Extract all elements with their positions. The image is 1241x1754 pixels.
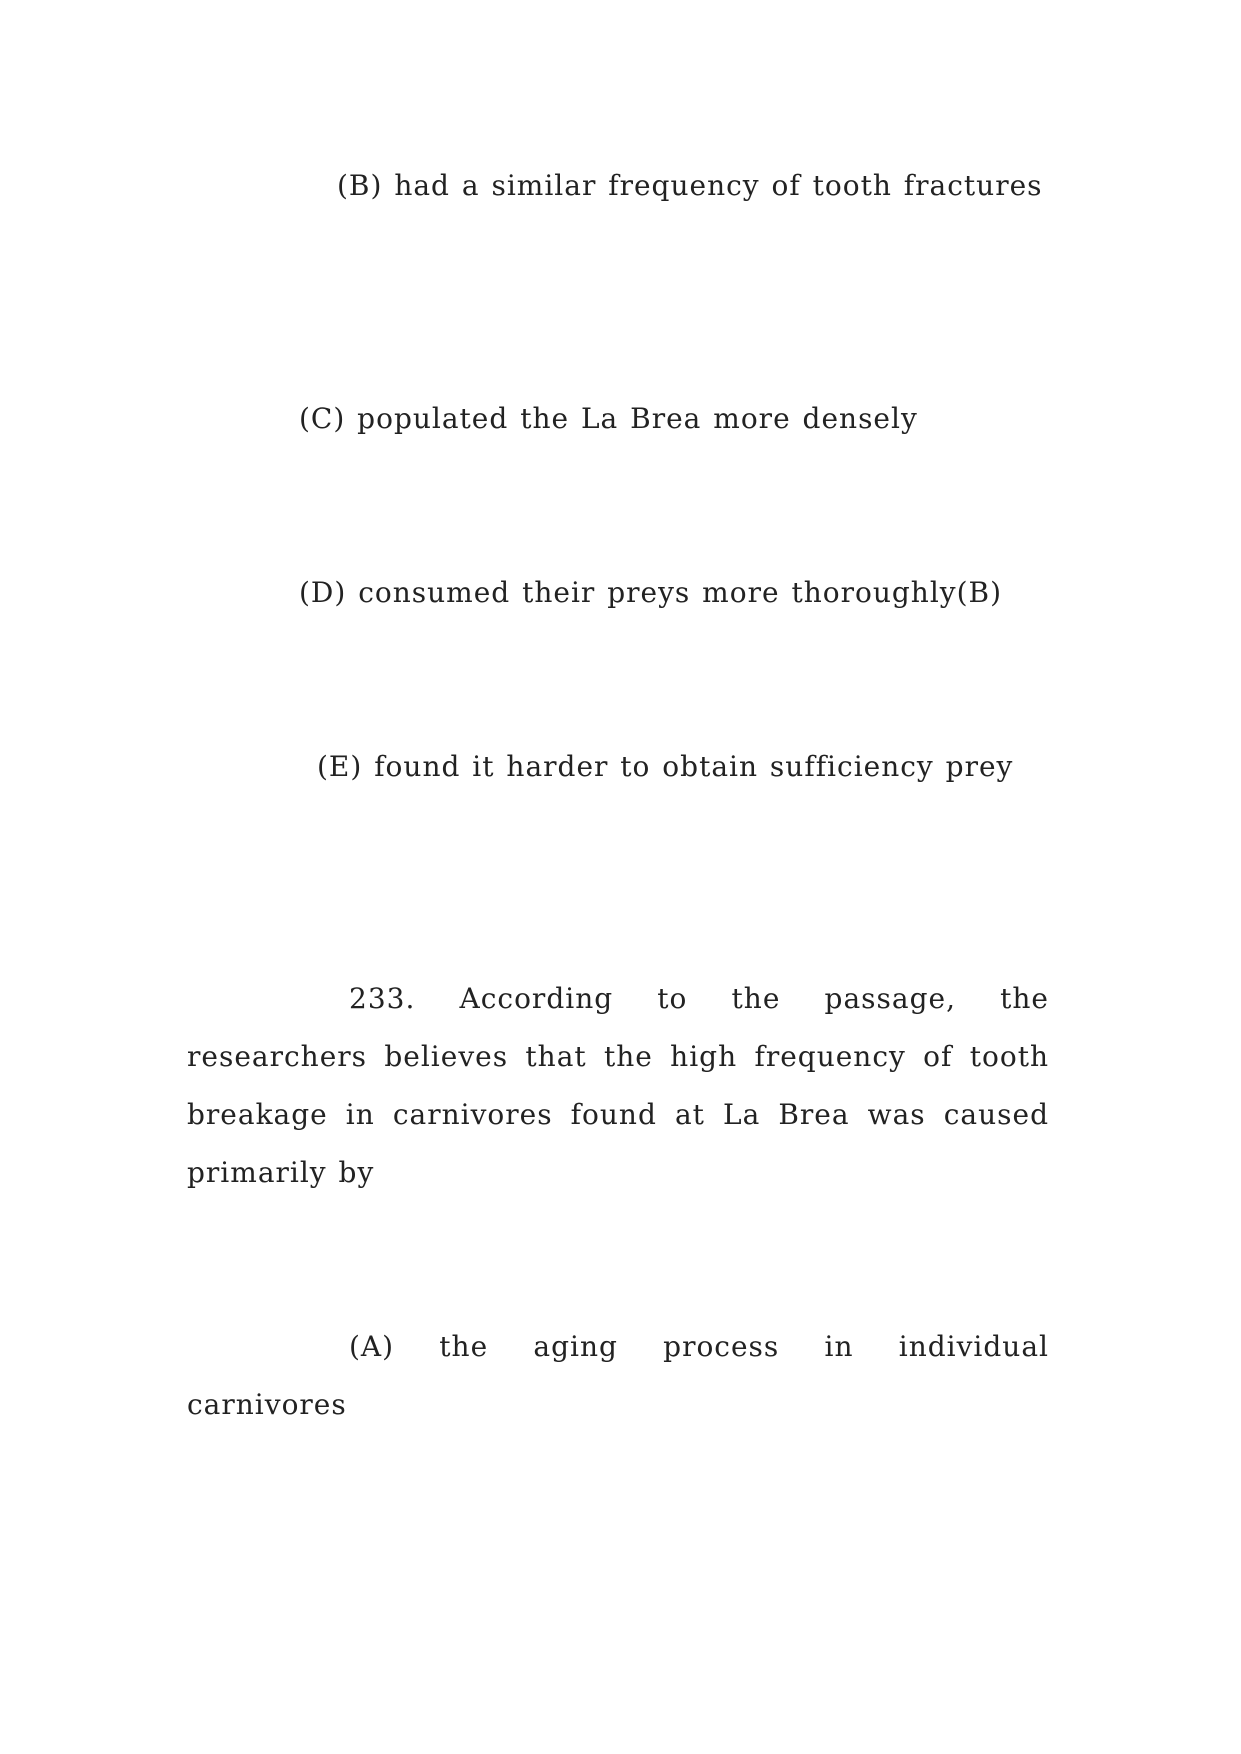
answer-option-a: (A) the aging process in individual carnivores [187, 1330, 1049, 1421]
answer-option-e: (E) found it harder to obtain sufficiency prey [317, 750, 1014, 783]
answer-option-d: (D) consumed their preys more thoroughly(B) [299, 576, 1003, 609]
answer-option-b: (B) had a similar frequency of tooth fractures [337, 169, 1043, 202]
question-233: 233. According to the passage, the researchers believes that the high frequency of tooth breakage in carnivores found at La Brea was caused primarily by [187, 982, 1049, 1189]
answer-option-c: (C) populated the La Brea more densely [299, 402, 918, 435]
